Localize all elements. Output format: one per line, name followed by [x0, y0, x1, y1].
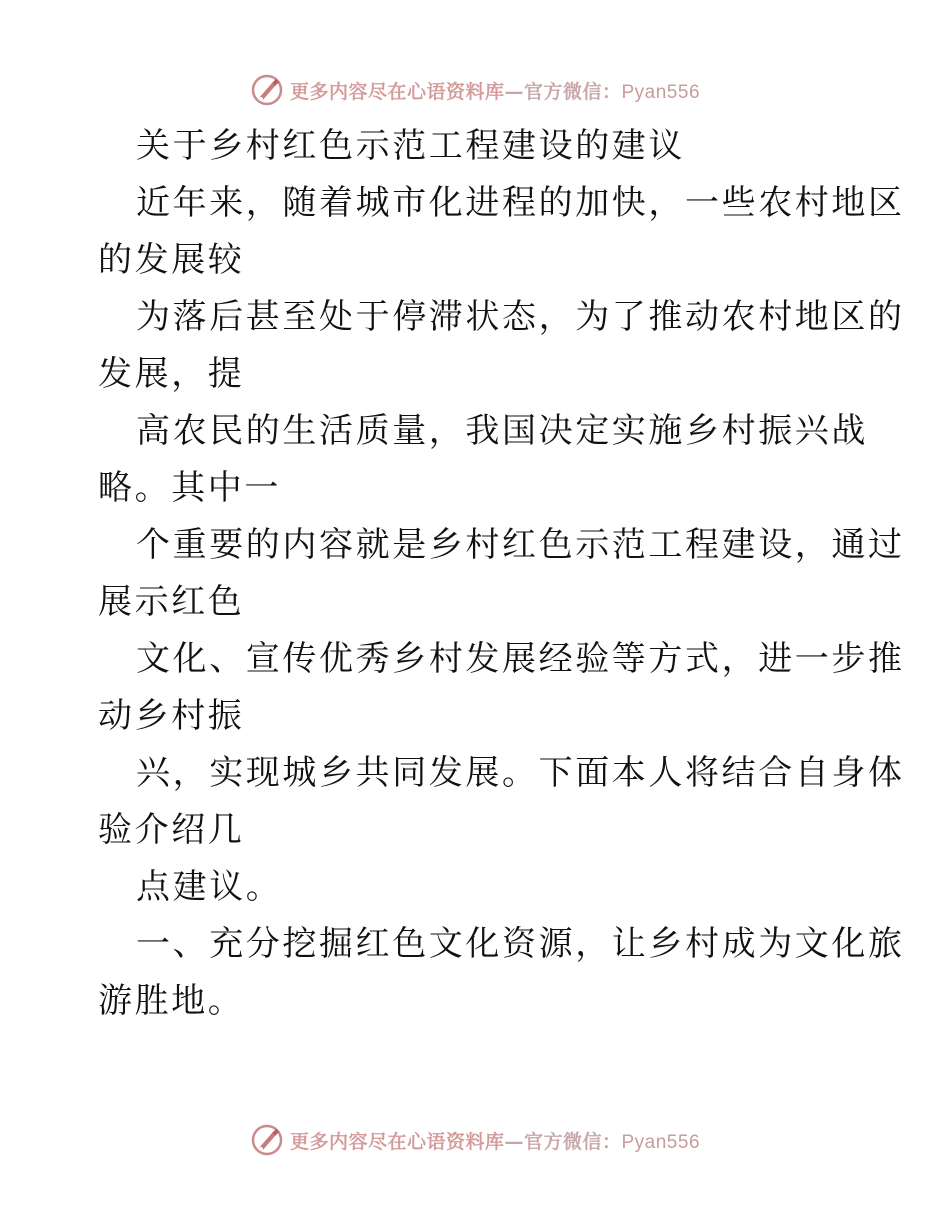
paragraph-line: 个重要的内容就是乡村红色示范工程建设，通过	[136, 525, 905, 565]
fountain-pen-logo-icon	[250, 73, 284, 107]
paragraph-line: 动乡村振	[98, 696, 245, 736]
paragraph-line: 点建议。	[136, 867, 283, 907]
paragraph-line: 的发展较	[98, 240, 245, 280]
watermark-separator: —	[504, 1130, 524, 1153]
watermark-brand: 更多内容尽在心语资料库	[289, 1130, 505, 1153]
paragraph-line: 文化、宣传优秀乡村发展经验等方式，进一步推	[136, 639, 905, 679]
paragraph-line: 验介绍几	[98, 810, 245, 850]
paragraph-line: 为落后甚至处于停滞状态，为了推动农村地区的	[136, 297, 905, 337]
watermark-label: 官方微信：	[523, 1130, 622, 1153]
footer-watermark	[0, 1120, 950, 1160]
paragraph-line: 略。其中一	[98, 468, 281, 508]
document-title: 关于乡村红色示范工程建设的建议	[136, 126, 685, 166]
watermark-label: 官方微信：	[523, 80, 622, 103]
watermark-text	[290, 77, 700, 104]
watermark-handle: Pyan556	[621, 81, 701, 103]
watermark-brand: 更多内容尽在心语资料库	[289, 80, 505, 103]
document-body	[98, 118, 905, 1030]
paragraph-line: 近年来，随着城市化进程的加快，一些农村地区	[136, 183, 905, 223]
watermark-separator: —	[504, 80, 524, 103]
paragraph-line: 高农民的生活质量，我国决定实施乡村振兴战	[136, 411, 868, 451]
paragraph-line: 发展，提	[98, 354, 245, 394]
paragraph-line: 展示红色	[98, 582, 245, 622]
paragraph-line: 兴，实现城乡共同发展。下面本人将结合自身体	[136, 753, 905, 793]
paragraph-line: 一、充分挖掘红色文化资源，让乡村成为文化旅	[136, 924, 905, 964]
header-watermark	[0, 70, 950, 110]
fountain-pen-logo-icon	[250, 1123, 284, 1157]
watermark-text	[290, 1127, 700, 1154]
watermark-handle: Pyan556	[621, 1131, 701, 1153]
paragraph-line: 游胜地。	[98, 981, 245, 1021]
